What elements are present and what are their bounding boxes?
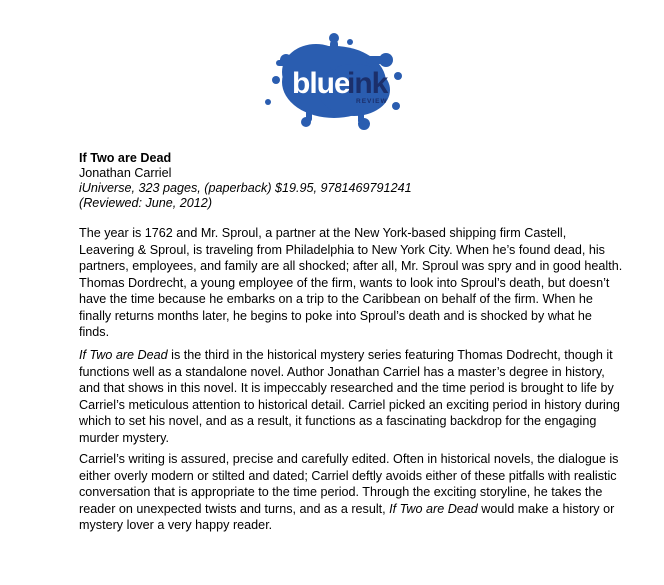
ink-splash-logo-graphic bbox=[246, 30, 424, 134]
blueink-review-logo bbox=[246, 30, 424, 134]
logo-text-ink: ink bbox=[347, 67, 388, 100]
book-title-mention: If Two are Dead bbox=[389, 501, 478, 516]
book-author: Jonathan Carriel bbox=[79, 166, 172, 180]
review-paragraph-3-text-start: Carriel’s writing is assured, precise and carefully edited. Often in historical novels, the dialogue is either overly modern or stilted and dated; Carriel deftly avoids either of these pitfalls with realistic conversation that is appropriate to the time period. Through the exciting storyline, he takes the reader on unexpected twists and turns, and as a result, bbox=[79, 452, 619, 516]
book-title: If Two are Dead bbox=[79, 151, 172, 165]
review-paragraph-3 bbox=[79, 451, 625, 534]
logo-text-review: REVIEW bbox=[356, 98, 388, 105]
review-paragraph-2-text: is the third in the historical mystery series featuring Thomas Dodrecht, though it functions well as a standalone novel. Author Jonathan Carriel has a master’s degree in history, and that shows in this novel. It is impeccably researched and the time period is brought to life by Carriel’s meticulous attention to historical detail. Carriel picked an exciting period in history during which to set his novel, and as a result, it functions as a fascinating backdrop for the engaging murder mystery. bbox=[79, 348, 620, 445]
book-publication-info: iUniverse, 323 pages, (paperback) $19.95, 9781469791241 bbox=[79, 181, 412, 195]
review-paragraph-3-text-end: would make a history or mystery lover a very happy reader. bbox=[79, 501, 615, 532]
logo-text-blue: blue bbox=[292, 67, 350, 100]
review-date: (Reviewed: June, 2012) bbox=[79, 196, 213, 210]
book-details bbox=[79, 151, 639, 211]
book-title-mention: If Two are Dead bbox=[79, 348, 168, 362]
review-paragraph-1: The year is 1762 and Mr. Sproul, a partner at the New York-based shipping firm Castell, Leavering & Sproul, is traveling from Philadelphia to New York City. When he’s found dead, his partners, employees, and family are all shocked; after all, Mr. Sproul was spry and in good health. Thomas Dordrecht, a young employee of the firm, wants to look into Sproul’s death, but doesn’t have the time because he embarks on a trip to the Caribbean on behalf of the firm. When he finally returns months later, he begins to poke into Sproul’s death and is shocked by what he finds. bbox=[79, 226, 623, 339]
review-paragraph-2 bbox=[79, 347, 625, 446]
